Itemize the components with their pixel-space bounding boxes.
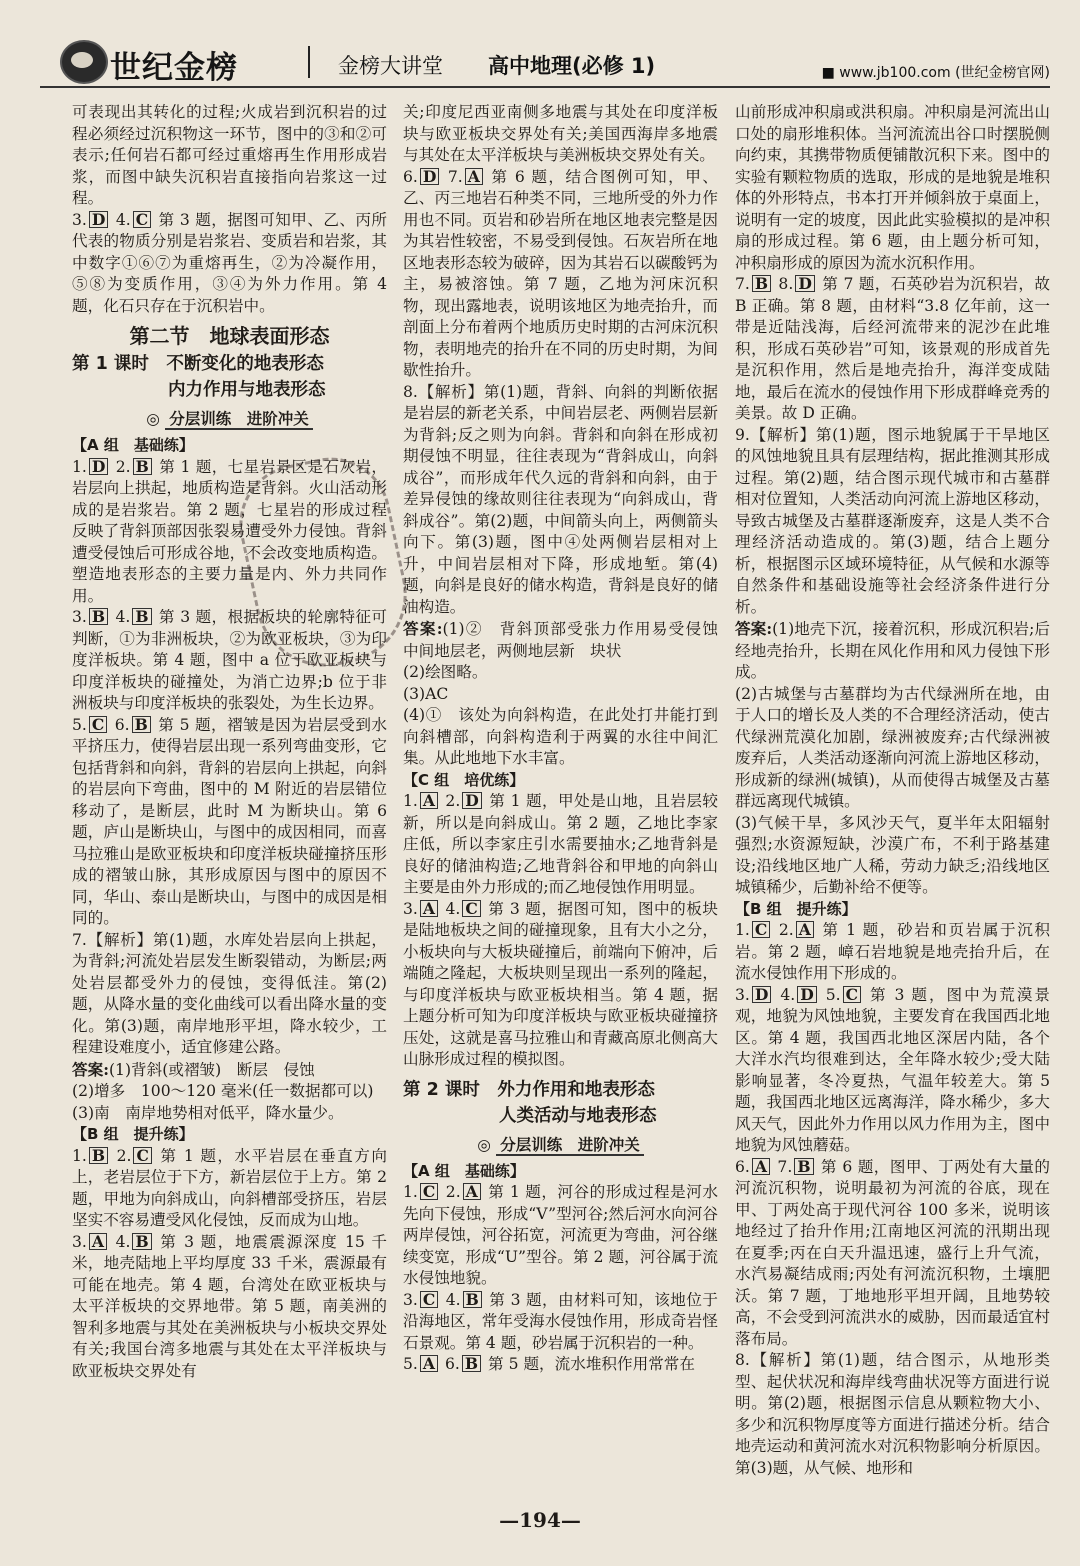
question-number: 1. xyxy=(403,1183,418,1201)
question-number: 4. xyxy=(115,608,131,626)
explanation: 第 6 题，结合图例可知，甲、乙、丙三地岩石种类不同，三地所受的外力作用也不同。页岩和砂岩所在地区地表完整是因为其岩性较密，不易受到侵蚀。石灰岩所在地区地表形态较为破碎，因为其岩石以碳酸钙为主，易被溶蚀。第 7 题，乙地为河床沉积物，现出露地表，说明该地区为地壳抬升，而剖面上分布着两个地质历史时期的古河床沉积物，表明地壳的抬升在不同的历史时期，为间歇性抬升。 xyxy=(403,167,718,379)
question-number: 1. xyxy=(72,457,87,476)
answer-text: (1)地壳下沉，接着沉积，形成沉积岩;后经地壳抬升，长期在风化作用和风力侵蚀下形成。 xyxy=(735,620,1050,681)
explanation: 第 3 题，地震震源深度 15 千米，地壳陆地上平均厚度 33 千米，震源最有可能在地壳。第 4 题，台湾处在欧亚板块与太平洋板块的交界地带。第 5 题，南美洲的智利多地震与其处在美洲板块与小板块交界处有关;我国台湾多地震与其处在太平洋板块与欧亚板块交界处有 xyxy=(72,1232,387,1380)
lesson-title: 第 1 课时 不断变化的地表形态 xyxy=(72,354,324,374)
answer-row xyxy=(72,210,387,318)
page-number: —194— xyxy=(499,1508,581,1532)
question-number: 4. xyxy=(445,899,461,918)
question-number: 3. xyxy=(72,1232,87,1251)
answer-box: D xyxy=(795,275,815,292)
question-number: 4. xyxy=(780,985,796,1004)
answer-line: (2)古城堡与古墓群均为古代绿洲所在地，由于人口的增长及人类的不合理经济活动，使古代绿洲荒漠化加剧，绿洲被废弃;古代绿洲被废弃后，人类活动逐渐向河流上游地区移动，形成新的绿洲(城镇)，从而使得古城堡及古墓群远离现代城镇。 xyxy=(735,684,1050,810)
answer-line: (2)绘图略。 xyxy=(403,663,488,681)
answer-box: B xyxy=(462,1355,481,1372)
explanation: 第 3 题，据图可知，图中的板块是陆地板块之间的碰撞现象，且有大小之分，小板块向与大板块碰撞后，前端向下俯冲，后端随之隆起，大板块则呈现出一系列的隆起，与印度洋板块与欧亚板块相当。第 4 题，据上题分析可知为印度洋板块与欧亚板块碰撞挤压处，这就是喜马拉雅山和青藏高原北侧高大山脉形成过程的模拟图。 xyxy=(403,899,718,1068)
explanation: 第 1 题，水平岩层在垂直方向上，老岩层位于下方，新岩层位于上方。第 2 题，甲地为向斜成山，向斜槽部受挤压，岩层坚实不容易遭受风化侵蚀，反而成为山地。 xyxy=(72,1146,387,1229)
question-number: 5. xyxy=(403,1355,418,1373)
answer-box: B xyxy=(132,716,151,733)
answer-box: C xyxy=(89,716,107,733)
answer-box: A xyxy=(420,900,438,917)
watermark-logo xyxy=(912,1500,1062,1550)
answer-box: C xyxy=(843,986,861,1003)
answer-label: 答案: xyxy=(735,619,773,638)
answer-line: (3)气候干旱，多风沙天气，夏半年太阳辐射强烈;水资源短缺，沙漠广布，不利于路基建设;沿线地区地广人稀，劳动力缺乏;沿线地区城镇稀少，后勤补给不便等。 xyxy=(735,813,1050,896)
answer-line xyxy=(403,618,734,662)
analysis-paragraph: 7.【解析】第(1)题，水库处岩层向上拱起，为背斜;河流处岩层发生断裂错动，为断层;两处岩层都受外力的侵蚀，变得低洼。第(2)题，从降水量的变化曲线可以看出降水量的变化。第(3)题，南岸地形平坦，降水较少，工程建设难度小，适宜修建公路。 xyxy=(72,930,387,1056)
explanation: 第 1 题，甲处是山地，且岩层较新，所以是向斜成山。第 2 题，乙地比李家庄低，所以李家庄引水需要抽水;乙地背斜是良好的储油构造;乙地背斜谷和甲地的向斜山主要是由外力形成的;而乙地侵蚀作用明显。 xyxy=(403,792,718,896)
question-number: 7. xyxy=(735,275,750,293)
question-number: 5. xyxy=(825,985,841,1004)
training-label: 分层训练 进阶冲关 xyxy=(165,410,313,430)
group-heading: 【A 组 基础练】 xyxy=(72,436,194,454)
answer-box: C xyxy=(420,1291,438,1308)
answer-box: B xyxy=(463,1291,482,1308)
website-url-text: www.jb100.com (世纪金榜官网) xyxy=(839,65,1050,81)
answer-box: C xyxy=(420,1183,438,1200)
explanation: 第 1 题，七星岩景区是石灰岩，岩层向上拱起，地质构造是背斜。火山活动形成的是岩浆岩。第 2 题，七星岩的形成过程反映了背斜顶部因张裂易遭受外力侵蚀。背斜遭受侵蚀后可形成谷地，不会改变地质构造。塑造地表形态的主要力量是内、外力共同作用。 xyxy=(72,457,387,605)
answer-label: 答案: xyxy=(72,1059,109,1079)
answer-row xyxy=(735,920,1050,985)
answer-box: B xyxy=(752,275,771,292)
answer-row xyxy=(403,1182,718,1290)
answer-box: A xyxy=(796,921,814,938)
explanation: 第 1 题，河谷的形成过程是河水先向下侵蚀，形成“V”型河谷;然后河水向河谷两岸侵蚀，河谷拓宽，河流更为弯曲，河谷继续变宽，形成“U”型谷。第 2 题，河谷属于流水侵蚀地貌。 xyxy=(403,1183,718,1287)
answer-box: B xyxy=(794,1158,813,1175)
question-number: 1. xyxy=(735,921,750,939)
answer-box: D xyxy=(797,986,817,1003)
answer-row xyxy=(403,791,718,899)
paragraph: 关;印度尼西亚南侧多地震与其处在印度洋板块与欧亚板块交界处有关;美国西海岸多地震与其处在太平洋板块与美洲板块交界处有关。 xyxy=(403,103,718,164)
answer-box: C xyxy=(462,900,480,917)
question-number: 3. xyxy=(72,608,87,626)
question-number: 3. xyxy=(72,210,87,229)
answer-box: D xyxy=(420,168,440,185)
answer-row xyxy=(403,1290,718,1355)
training-banner: ◎ 分层训练 进阶冲关 xyxy=(72,407,387,431)
question-number: 2. xyxy=(445,1183,461,1201)
question-number: 3. xyxy=(403,899,418,918)
lesson-subtitle: 内力作用与地表形态 xyxy=(168,380,326,400)
section-title: 第二节 地球表面形态 xyxy=(129,324,330,348)
header-divider xyxy=(308,46,310,78)
answer-text: (1)背斜(或褶皱) 断层 侵蚀 xyxy=(108,1060,315,1079)
answer-row xyxy=(72,1232,387,1383)
answer-box: A xyxy=(752,1158,770,1175)
answer-box: A xyxy=(463,1183,481,1200)
answer-row xyxy=(72,1146,387,1232)
training-label: 分层训练 进阶冲关 xyxy=(496,1136,644,1156)
lesson-title: 第 2 课时 外力作用和地表形态 xyxy=(403,1079,655,1100)
question-number: 4. xyxy=(115,210,131,229)
question-number: 7. xyxy=(447,167,463,186)
question-number: 3. xyxy=(403,1290,418,1309)
answer-box: D xyxy=(89,458,109,475)
question-number: 4. xyxy=(445,1290,461,1309)
answer-box: A xyxy=(89,1233,107,1250)
explanation: 第 3 题，由材料可知，该地位于沿海地区，常年受海水侵蚀作用，形成奇岩怪石景观。第 4 题，砂岩属于沉积岩的一种。 xyxy=(403,1290,718,1352)
lesson-subtitle: 人类活动与地表形态 xyxy=(499,1105,657,1126)
brand-logo: 世纪金榜 xyxy=(110,50,238,86)
column-left xyxy=(72,102,387,1382)
explanation: 第 6 题，图甲、丁两处有大量的河流沉积物，说明最初为河流的谷底，现在甲、丁两处高于现代河谷 100 多米，说明该地经过了抬升作用;江南地区河流的汛期出现在夏季;丙在白天升温迅速，盛行上升气流，水汽易凝结成雨;丙处有河流沉积物，土壤肥沃。第 7 题，丁地地形平坦开阔，且地势较高，不会受到河流洪水的威胁，因而最适宜村落布局。 xyxy=(735,1157,1050,1348)
question-number: 3. xyxy=(735,985,750,1004)
analysis-paragraph: 8.【解析】第(1)题，背斜、向斜的判断依据是岩层的新老关系，中间岩层老、两侧岩层新为背斜;反之则为向斜。背斜和向斜在形成初期侵蚀不明显，往往表现为“背斜成山，向斜成谷”，而形成年代久远的背斜和向斜，由于差异侵蚀的缘故则往往表现为“向斜成山，背斜成谷”。第(2)题，中间箭头向上，两侧箭头向下。第(3)题，图中④处两侧岩层相对上升，中间岩层相对下降，形成地堑。第(4)题，向斜是良好的储水构造，背斜是良好的储油构造。 xyxy=(403,382,718,616)
answer-box: B xyxy=(89,1147,108,1164)
question-number: 6. xyxy=(403,167,418,186)
answer-line xyxy=(735,618,1050,684)
answer-box: B xyxy=(132,1233,151,1250)
explanation: 第 5 题，流水堆积作用常常在 xyxy=(488,1355,695,1373)
answer-box: C xyxy=(752,921,770,938)
question-number: 2. xyxy=(445,792,461,810)
group-heading: 【A 组 基础练】 xyxy=(403,1161,525,1180)
answer-line: (4)① 该处为向斜构造，在此处打井能打到向斜槽部，向斜构造利于两翼的水往中间汇集。从此地地下水丰富。 xyxy=(403,706,718,767)
explanation: 第 3 题，根据板块的轮廓特征可判断，①为非洲板块，②为欧亚板块，③为印度洋板块。第 4 题，图中 a 位于欧亚板块与印度洋板块的碰撞处，为消亡边界;b 位于非洲板块与印度洋板块的张裂处，为生长边界。 xyxy=(72,608,387,712)
page-header xyxy=(40,38,1050,88)
question-number: 6. xyxy=(444,1355,460,1373)
group-heading: 【C 组 培优练】 xyxy=(403,770,525,789)
answer-box: A xyxy=(465,168,483,185)
answer-row xyxy=(72,715,387,930)
training-banner: ◎ 分层训练 进阶冲关 xyxy=(403,1133,718,1157)
subject-title: 高中地理(必修 1) xyxy=(488,54,656,78)
explanation: 第 5 题，褶皱是因为岩层受到水平挤压力，使得岩层出现一系列弯曲变形，它包括背斜和向斜，背斜的岩层向上拱起，向斜的岩层向下弯曲，图中的 M 附近的岩层错位移动了，是断层，此时 M 为断块山。第 6 题，庐山是断块山，与图中的成因相同，而喜马拉雅山是欧亚板块和印度洋板块碰撞挤压形成的褶皱山脉，其形成原因与图中的原因不同，华山、泰山是断块山，与图中的成因是相同的。 xyxy=(72,715,387,927)
question-number: 6. xyxy=(735,1157,750,1176)
answer-box: B xyxy=(132,608,151,625)
analysis-paragraph: 9.【解析】第(1)题，图示地貌属于干旱地区的风蚀地貌且具有层理结构，据此推测其形成过程。第(2)题，结合图示现代城市和古墓群相对位置知，人类活动向河流上游地区移动，导致古城堡及古墓群逐渐废弃，这是人类不合理经济活动造成的。第(3)题，结合上题分析，根据图示区域环境特征，从气候和水源等自然条件和基础设施等社会经济条件进行分析。 xyxy=(735,425,1050,616)
question-number: 8. xyxy=(778,275,794,293)
answer-line: (3)南 南岸地势相对低平，降水量少。 xyxy=(72,1103,344,1122)
question-number: 2. xyxy=(778,921,794,939)
answer-row xyxy=(403,1354,718,1376)
column-right xyxy=(735,102,1050,1479)
website-url[interactable]: ■ www.jb100.com (世纪金榜官网) xyxy=(821,65,1050,81)
explanation: 第 3 题，据图可知甲、乙、丙所代表的物质分别是岩浆岩、变质岩和岩浆，其中数字①⑥⑦为重熔再生，②为冷凝作用，⑤⑧为变质作用，③④为外力作用。第 4 题，化石只存在于沉积岩中。 xyxy=(72,210,387,315)
question-number: 6. xyxy=(114,715,130,734)
explanation: 第 7 题，石英砂岩为沉积岩，故 B 正确。第 8 题，由材料“3.8 亿年前，这一带是近陆浅海，后经河流带来的泥沙在此堆积，形成石英砂岩”可知，该景观的形成首先是沉积作用，然后是地壳抬升，海洋变成陆地，最后在流水的侵蚀作用下形成群峰竞秀的美景。故 D 正确。 xyxy=(735,275,1050,422)
group-heading: 【B 组 提升练】 xyxy=(72,1125,194,1143)
explanation: 第 1 题，砂岩和页岩属于沉积岩。第 2 题，嶂石岩地貌是地壳抬升后，在流水侵蚀作用下形成的。 xyxy=(735,921,1050,982)
answer-box: A xyxy=(420,1355,438,1372)
question-number: 1. xyxy=(72,1146,87,1165)
answer-box: A xyxy=(420,792,438,809)
question-number: 5. xyxy=(72,715,87,734)
answer-text: (1)② 背斜顶部受张力作用易受侵蚀 中间地层老，两侧地层新 块状 xyxy=(403,620,734,660)
answer-box: C xyxy=(133,1147,151,1164)
answer-line: (3)AC xyxy=(403,684,449,703)
answer-line xyxy=(72,1059,387,1082)
series-title: 金榜大讲堂 xyxy=(338,54,443,78)
answer-box: D xyxy=(462,792,482,809)
answer-box: B xyxy=(133,458,152,475)
answer-row xyxy=(735,985,1050,1157)
answer-line: (2)增多 100～120 毫米(任一数据都可以) xyxy=(72,1082,374,1100)
analysis-paragraph: 8.【解析】第(1)题，结合图示，从地形类型、起伏状况和海岸线弯曲状况等方面进行说明。第(2)题，根据图示信息从颗粒物大小、多少和沉积物厚度等方面进行描述分析。结合地壳运动和黄河流水对沉积物影响分析原因。第(3)题，从气候、地形和 xyxy=(735,1351,1050,1477)
paragraph: 可表现出其转化的过程;火成岩到沉积岩的过程必须经过沉积物这一环节，图中的③和②可表示;任何岩石都可经过重熔再生作用形成岩浆，而图中缺失沉积岩直接指向岩浆这一过程。 xyxy=(72,103,387,207)
question-number: 1. xyxy=(403,792,418,810)
paragraph: 山前形成冲积扇或洪积扇。冲积扇是河流出山口处的扇形堆积体。当河流流出谷口时摆脱侧向约束，其携带物质便铺散沉积下来。图中的实验有颗粒物质的选取，形成的是地貌是堆积体的外形特点，书本打开并倾斜放于桌面上，说明有一定的坡度，因此此实验模拟的是冲积扇的形成过程。第 6 题，由上题分析可知，冲积扇形成的原因为流水沉积作用。 xyxy=(735,103,1050,272)
question-number: 2. xyxy=(115,457,131,476)
question-number: 7. xyxy=(777,1157,793,1176)
answer-row xyxy=(735,274,1050,425)
answer-box: B xyxy=(89,608,108,625)
answer-label: 答案: xyxy=(403,619,443,638)
answer-row xyxy=(403,167,718,382)
answer-row xyxy=(403,899,718,1071)
explanation: 第 3 题，图中为荒漠景观，地貌为风蚀地貌，主要发育在我国西北地区。第 4 题，我国西北地区深居内陆，各个大洋水汽均很难到达，全年降水较少;受大陆影响显著，冬冷夏热，气温年较差大。第 5 题，我国西北地区远离海洋，降水稀少，多大风天气，因此外力作用以风力作用为主，图中地貌为风蚀蘑菇。 xyxy=(735,985,1051,1154)
answer-box: D xyxy=(89,211,109,228)
question-number: 2. xyxy=(116,1146,132,1165)
answer-row xyxy=(735,1157,1050,1351)
answer-box: C xyxy=(133,211,151,228)
question-number: 4. xyxy=(115,1232,131,1251)
group-heading: 【B 组 提升练】 xyxy=(735,899,857,918)
column-middle xyxy=(403,102,734,1376)
logo-icon xyxy=(60,40,108,84)
answer-box: D xyxy=(752,986,772,1003)
